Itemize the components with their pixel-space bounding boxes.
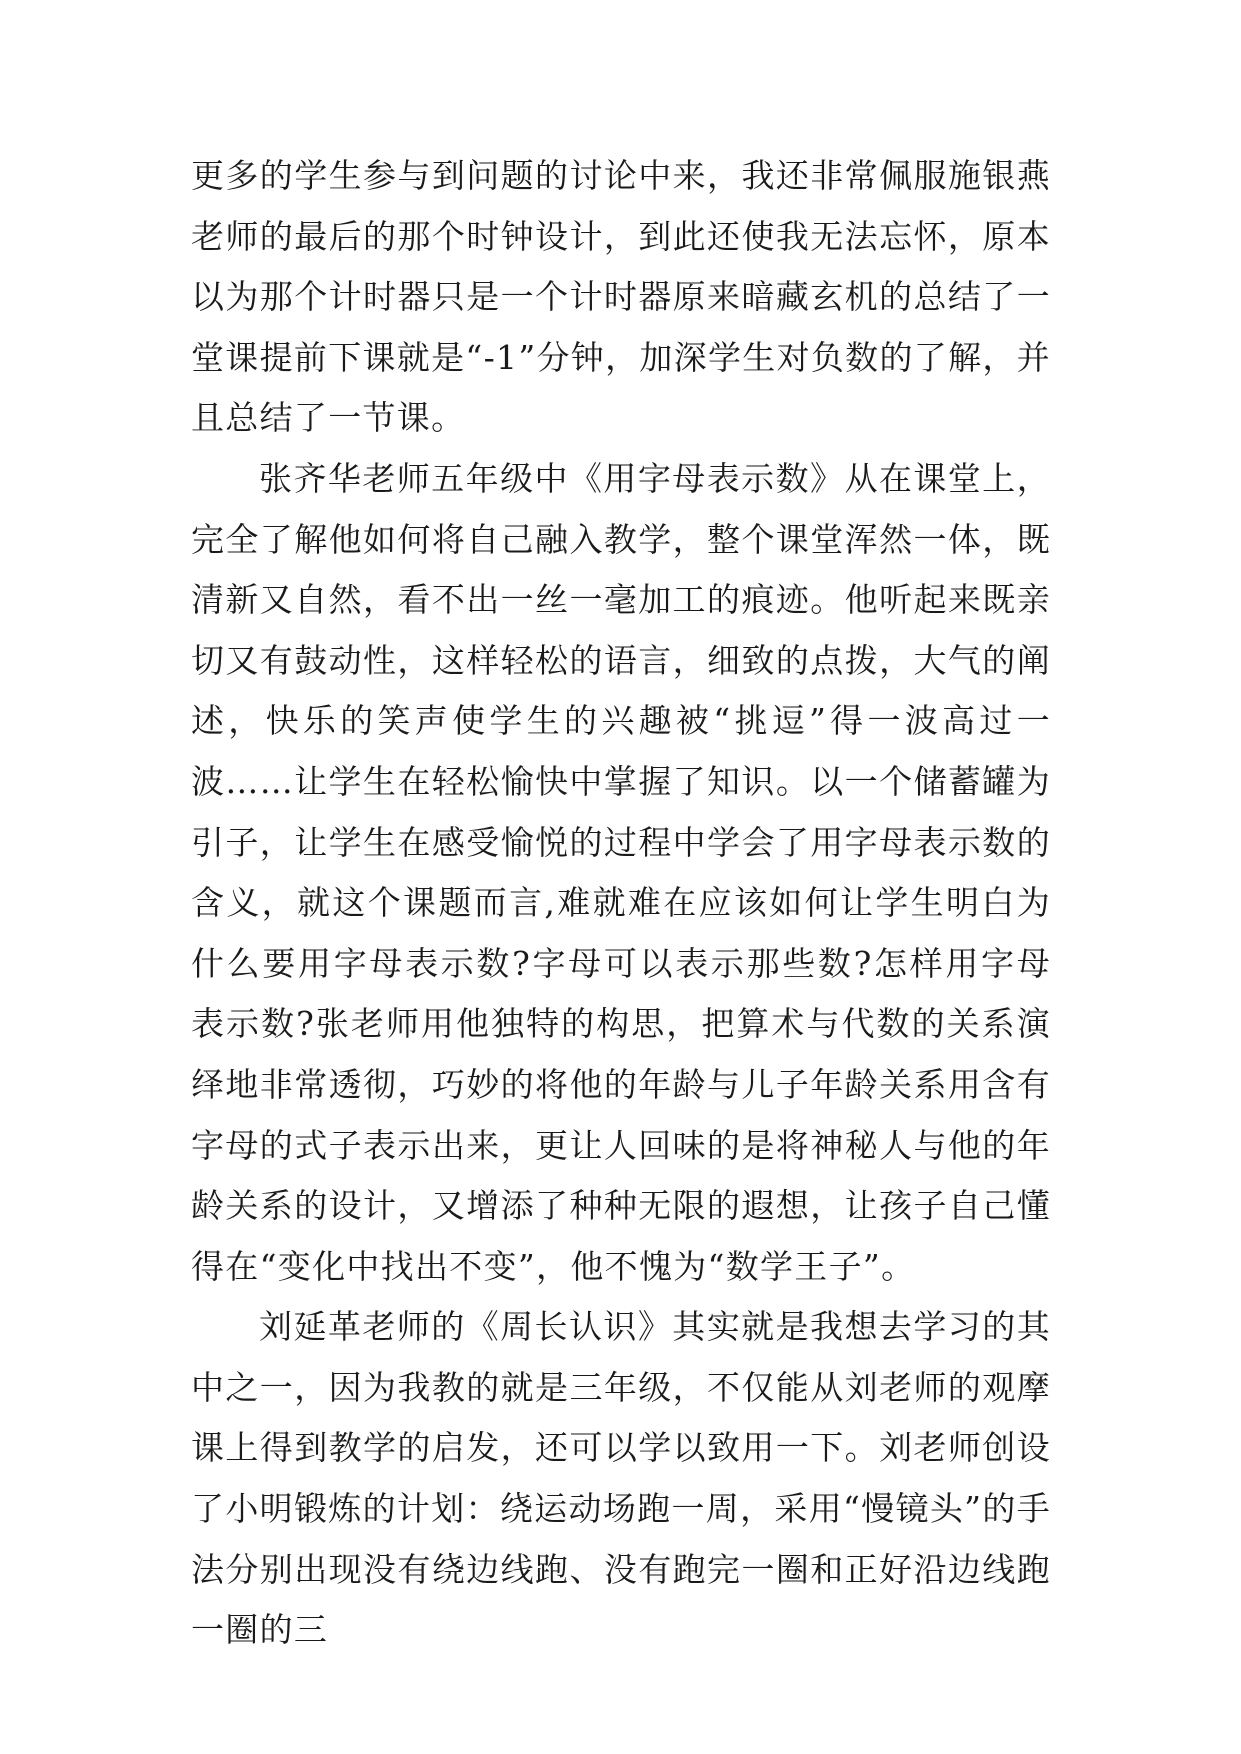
paragraph-3: 刘延革老师的《周长认识》其实就是我想去学习的其中之一，因为我教的就是三年级，不仅能从刘老师的观摩课上得到教学的启发，还可以学以致用一下。刘老师创设了小明锻炼的计划：绕运动场跑一周，采用“慢镜头”的手法分别出现没有绕边线跑、没有跑完一圈和正好沿边线跑一圈的三	[191, 1307, 1051, 1650]
body-text	[191, 146, 1051, 1661]
paragraph-2: 张齐华老师五年级中《用字母表示数》从在课堂上，完全了解他如何将自己融入教学，整个课堂浑然一体，既清新又自然，看不出一丝一毫加工的痕迹。他听起来既亲切又有鼓动性，这样轻松的语言，细致的点拨，大气的阐述，快乐的笑声使学生的兴趣被“挑逗”得一波高过一波……让学生在轻松愉快中掌握了知识。以一个储蓄罐为引子，让学生在感受愉悦的过程中学会了用字母表示数的含义，就这个课题而言,难就难在应该如何让学生明白为什么要用字母表示数?字母可以表示那些数?怎样用字母表示数?张老师用他独特的构思，把算术与代数的关系演绎地非常透彻，巧妙的将他的年龄与儿子年龄关系用含有字母的式子表示出来，更让人回味的是将神秘人与他的年龄关系的设计，又增添了种种无限的遐想，让孩子自己懂得在“变化中找出不变”，他不愧为“数学王子”。	[191, 458, 1051, 1286]
paragraph-1: 更多的学生参与到问题的讨论中来，我还非常佩服施银燕老师的最后的那个时钟设计，到此还使我无法忘怀，原本以为那个计时器只是一个计时器原来暗藏玄机的总结了一堂课提前下课就是“-1”分钟，加深学生对负数的了解，并且总结了一节课。	[191, 156, 1051, 438]
